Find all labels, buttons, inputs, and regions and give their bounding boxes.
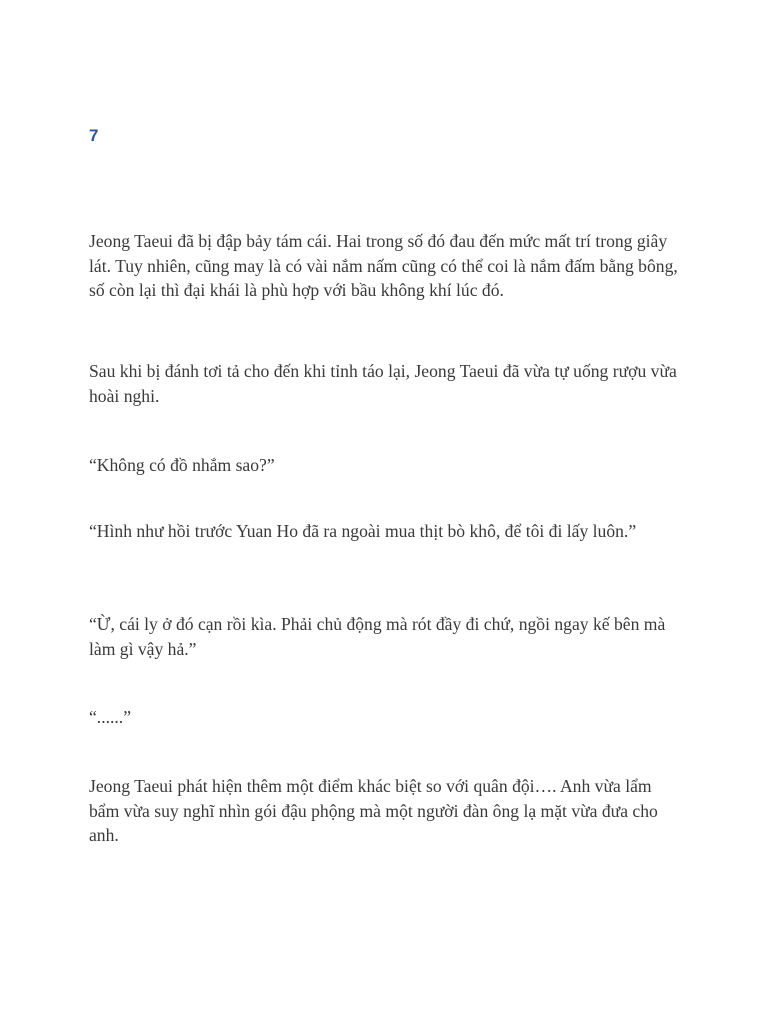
dialogue-line-3: “Ừ, cái ly ở đó cạn rồi kìa. Phải chủ động mà rót đầy đi chứ, ngồi ngay kế bên mà làm gì vậy hả.” xyxy=(89,614,666,659)
paragraph-2: Sau khi bị đánh tơi tả cho đến khi tỉnh táo lại, Jeong Taeui đã vừa tự uống rượu vừa hoài nghi. xyxy=(89,361,677,406)
dialogue-line-4: “......” xyxy=(89,707,132,727)
dialogue-line-2: “Hình như hồi trước Yuan Ho đã ra ngoài mua thịt bò khô, để tôi đi lấy luôn.” xyxy=(89,521,637,541)
dialogue-line-1: “Không có đồ nhắm sao?” xyxy=(89,455,275,475)
chapter-number: 7 xyxy=(89,126,99,145)
paragraph-7: Jeong Taeui phát hiện thêm một điểm khác biệt so với quân đội…. Anh vừa lẩm bẩm vừa suy nghĩ nhìn gói đậu phộng mà một người đàn ông lạ mặt vừa đưa cho anh. xyxy=(89,776,658,845)
paragraph-1: Jeong Taeui đã bị đập bảy tám cái. Hai trong số đó đau đến mức mất trí trong giây lát. Tuy nhiên, cũng may là có vài nắm nấm cũng có thể coi là nắm đấm bằng bông, số còn lại thì đại khái là phù hợp với bầu không khí lúc đó. xyxy=(89,231,678,300)
